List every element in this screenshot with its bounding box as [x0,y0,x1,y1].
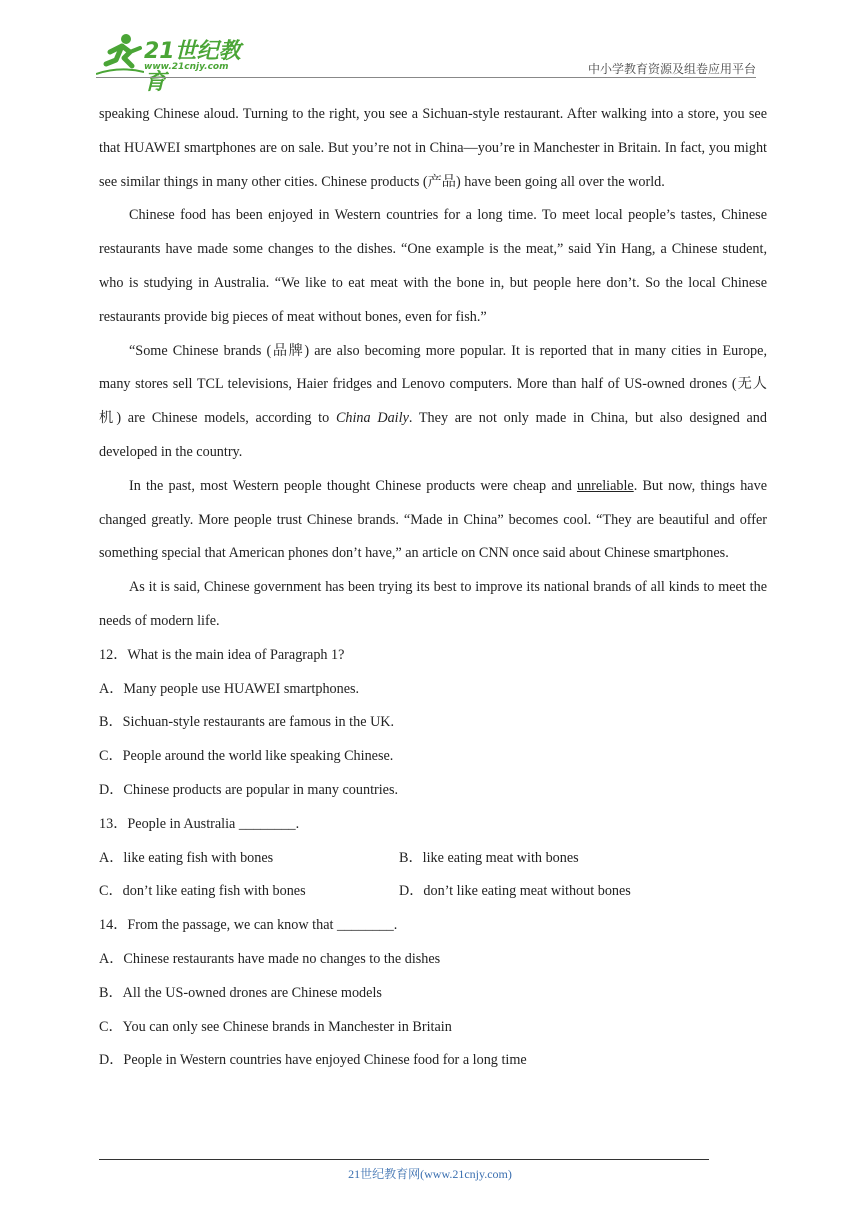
paragraph-5: As it is said, Chinese government has been trying its best to improve its national brands of all kinds to meet the needs of modern life. [99,579,767,629]
question-12-option-d: D．Chinese products are popular in many countries. [99,781,399,798]
question-14-stem: 14．From the passage, we can know that ________. [99,917,398,934]
header-divider [96,77,756,78]
question-14-option-b: B．All the US-owned drones are Chinese models [99,984,382,1001]
paragraph-4-part-a: In the past, most Western people thought Chinese products were cheap and [129,477,577,494]
question-12-option-b: B．Sichuan-style restaurants are famous in the UK. [99,714,395,731]
question-13-option-b: B．like eating meat with bones [399,849,579,866]
paragraph-3 [99,335,767,470]
runner-logo-icon [96,32,144,76]
document-body [99,98,767,1078]
question-14-option-c: C．You can only see Chinese brands in Manchester in Britain [99,1018,452,1035]
platform-label: 中小学教育资源及组卷应用平台 [587,62,756,76]
question-12-option-c: C．People around the world like speaking Chinese. [99,748,394,765]
page-footer: 21世纪教育网(www.21cnjy.com) [348,1167,512,1181]
question-13-options-row-2 [99,875,767,909]
site-logo [96,32,261,95]
newspaper-title: China Daily [335,410,409,427]
question-12-stem: 12．What is the main idea of Paragraph 1? [99,646,345,663]
logo-text: 21世纪教育 [144,39,241,95]
footer-divider [99,1159,709,1160]
question-12-option-a: A．Many people use HUAWEI smartphones. [99,680,360,697]
paragraph-4 [99,470,767,571]
logo-url: www.21cnjy.com [144,62,229,72]
paragraph-4-part-b: . But now, things have changed greatly. More people trust Chinese brands. “Made in China” becomes cool. “They are beautiful and offer something special that American phones don’t have,” an article on CNN once said about Chinese smartphones. [99,477,767,562]
paragraph-3-part-a: “Some Chinese brands (品牌) are also becoming more popular. It is reported that in many cities in Europe, many stores sell TCL televisions, Haier fridges and Lenovo computers. More than half of US-owned drones (无人机) are Chinese models, according to [99,342,767,427]
question-13-option-d: D．don’t like eating meat without bones [399,883,631,900]
paragraph-3-part-b: . They are not only made in China, but also designed and developed in the country. [99,410,767,460]
question-14-option-a: A．Chinese restaurants have made no changes to the dishes [99,950,441,967]
page-header [96,30,756,95]
question-13-option-c: C．don’t like eating fish with bones [99,883,306,900]
question-13-option-a: A．like eating fish with bones [99,849,274,866]
question-13-stem: 13．People in Australia ________. [99,815,300,832]
question-14-option-d: D．People in Western countries have enjoyed Chinese food for a long time [99,1052,527,1069]
paragraph-2: Chinese food has been enjoyed in Western countries for a long time. To meet local people’s tastes, Chinese restaurants have made some changes to the dishes. “One example is the meat,” said Yin Hang, a Chinese student, who is studying in Australia. “We like to eat meat with the bone in, but people here don’t. So the local Chinese restaurants provide big pieces of meat without bones, even for fish.” [99,207,767,325]
paragraph-1: speaking Chinese aloud. Turning to the right, you see a Sichuan-style restaurant. After walking into a store, you see that HUAWEI smartphones are on sale. But you’re not in China—you’re in Manchester in Britain. In fact, you might see similar things in many other cities. Chinese products (产品) have been going all over the world. [99,106,767,190]
underlined-word: unreliable [576,477,634,494]
question-13-options-row-1 [99,842,767,876]
